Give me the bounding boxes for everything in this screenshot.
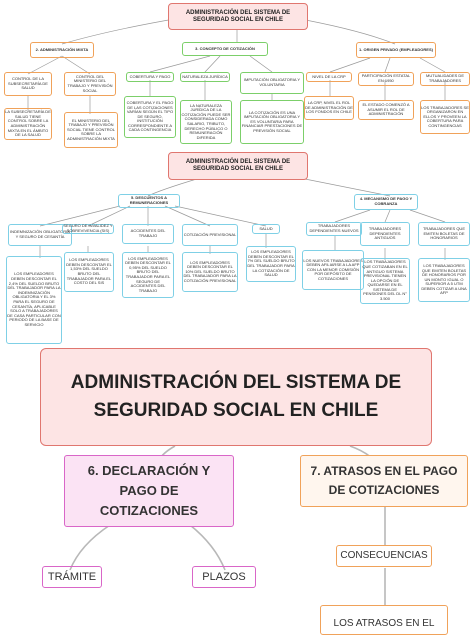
map1-center-item-1: NATURALEZA JURÍDICA xyxy=(180,72,230,82)
map1-center-header: 3. CONCEPTO DE COTIZACIÓN xyxy=(182,42,268,56)
map2-left-item-4: SALUD xyxy=(252,224,280,234)
map2-left-note-4: LOS EMPLEADORES DEBEN DESCONTAR EL 7% DEL SUELDO BRUTO DEL TRABAJADOR PARA LA COTIZACIÓN DE SALUD xyxy=(246,246,296,282)
map1-right-note-1: EL ESTADO COMENZÓ A ASUMIR EL ROL DE ADMINISTRACIÓN xyxy=(358,100,414,120)
map2-right-item-1: TRABAJADORES DEPENDIENTES ANTIGUOS xyxy=(360,222,410,246)
map3-right-item-0: CONSECUENCIAS xyxy=(336,545,432,567)
map2-right-note-1: LOS TRABAJADORES QUE COTIZABAN EN EL ANTIGUO SISTEMA PREVISIONAL TIENEN LA OPCIÓN DE QUEDARSE EN EL SISTEMA DE PENSIONES DEL DL N° 3.500 xyxy=(360,258,410,304)
map1-right-item-2: MUTUALIDADES DE TRABAJADORES xyxy=(420,72,470,86)
map2-left-item-0: INDEMNIZACIÓN OBLIGATORIA Y SEGURO DE CESANTÍA xyxy=(8,224,72,246)
map1-center-note-0: COBERTURA Y EL PAGO DE LAS COTIZACIONES VARÍAN SEGÚN EL TIPO DE SEGURO, INSTITUCIÓN CORRESPONDIENTE A CADA CONTINGENCIA xyxy=(124,96,176,138)
map1-center-note-1: LA NATURALEZA JURÍDICA DE LA COTIZACIÓN PUEDE SER CONSIDERADA COMO SALARIO, TRIBUTO, DERECHO PÚBLICO O REMUNERACIÓN DIFERIDA xyxy=(180,100,232,144)
map1-left-note-1: EL MINISTERIO DEL TRABAJO Y PREVISIÓN SOCIAL TIENE CONTROL SOBRE LA ADMINISTRACIÓN MIXTA xyxy=(64,112,118,148)
map3-right-header: 7. ATRASOS EN EL PAGO DE COTIZACIONES xyxy=(300,455,468,507)
map1-right-item-0: NIVEL DE LA CRP xyxy=(306,72,352,82)
map2-right-note-2: LOS TRABAJADORES QUE EMITEN BOLETAS DE HONORARIOS POR UN MONTO IGUAL O SUPERIOR A 5 UTM DEBEN COTIZAR A UNA AFP xyxy=(418,258,470,302)
map1-center-item-0: COBERTURA Y PAGO xyxy=(126,72,174,82)
map1-title: ADMINISTRACIÓN DEL SISTEMA DE SEGURIDAD SOCIAL EN CHILE xyxy=(168,3,308,30)
map2-left-note-3: LOS EMPLEADORES DEBEN DESCONTAR EL 10% DEL SUELDO BRUTO DEL TRABAJADOR PARA LA COTIZACIÓN PREVISIONAL xyxy=(182,252,238,292)
map1-right-note-2: LOS TRABAJADORES SE ORGANIZARON EN ELLOS Y PROVEEN LA COBERTURA PARA CONTINGENCIAS xyxy=(420,100,470,134)
map2-right-item-0: TRABAJADORES DEPENDIENTES NUEVOS xyxy=(306,222,362,236)
map2-title: ADMINISTRACIÓN DEL SISTEMA DE SEGURIDAD SOCIAL EN CHILE xyxy=(168,152,308,180)
map1-right-header: 1. ORIGEN PRIVADO (EMPLEADORES) xyxy=(356,42,436,58)
map2-left-note-1: LOS EMPLEADORES DEBEN DESCONTAR EL 1,53% DEL SUELDO BRUTO DEL TRABAJADOR PARA EL COSTO DEL SIS xyxy=(64,252,114,292)
map2-left-header: 5. DESCUENTOS A REMUNERACIONES xyxy=(118,194,180,208)
map1-right-item-1: PARTICIPACIÓN ESTATAL EN 1950 xyxy=(358,72,414,86)
map1-left-header: 2. ADMINISTRACIÓN MIXTA xyxy=(30,42,94,58)
map3-left-header: 6. DECLARACIÓN Y PAGO DE COTIZACIONES xyxy=(64,455,234,527)
map2-right-note-0: LOS NUEVOS TRABAJADORES DEBEN AFILIARSE A LA AFP CON LA MENOR COMISIÓN POR DEPÓSITO DE COTIZACIONES xyxy=(302,250,364,290)
map2-right-header: 4. MECANISMO DE PAGO Y COBRANZA xyxy=(354,194,418,210)
map2-right-item-2: TRABAJADORES QUE EMITEN BOLETAS DE HONORARIOS xyxy=(418,222,470,246)
map1-center-item-2: IMPUTACIÓN OBLIGATORIA Y VOLUNTARIA xyxy=(240,72,304,94)
map2-left-note-0: LOS EMPLEADORES DEBEN DESCONTAR EL 2,4% DEL SUELDO BRUTO DEL TRABAJADOR PARA LA INDEMNIZACIÓN OBLIGATORIA Y EL 3% PARA EL SEGURO DE CESANTÍA, APLICABLE SOLO A TRABAJADORES DE CASA PARTICULAR CON PERIODO DE LA BASE DE SERVICIO xyxy=(6,256,62,344)
map1-left-item-1: CONTROL DEL MINISTERIO DEL TRABAJO Y PREVISIÓN SOCIAL xyxy=(64,72,116,96)
map2-left-item-2: ACCIDENTES DEL TRABAJO xyxy=(122,224,174,244)
map3-right-note: LOS ATRASOS EN EL xyxy=(320,605,448,635)
map3-title: ADMINISTRACIÓN DEL SISTEMA DE SEGURIDAD SOCIAL EN CHILE xyxy=(40,348,432,446)
map1-right-note-0: LA CRP, NIVEL EL ROL DE ADMINISTRACIÓN DE LOS FONDOS EN CHILE xyxy=(304,96,354,120)
map3-left-item-0: TRÁMITE xyxy=(42,566,102,588)
map1-left-item-0: CONTROL DE LA SUBSECRETARÍA DE SALUD xyxy=(4,72,52,96)
map1-center-note-2: LA COTIZACIÓN ES UNA IMPUTACIÓN OBLIGATORIA Y ES VOLUNTARIA PARA FINANCIAR PRESTACIONES DE PREVISIÓN SOCIAL xyxy=(240,100,304,144)
map1-left-note-0: LA SUBSECRETARÍA DE SALUD TIENE CONTROL SOBRE LA ADMINISTRACIÓN MIXTA EN EL ÁMBITO DE LA SALUD xyxy=(4,108,52,140)
map3-left-item-1: PLAZOS xyxy=(192,566,256,588)
map2-left-note-2: LOS EMPLEADORES DEBEN DESCONTAR EL 0,95% DEL SUELDO BRUTO DEL TRABAJADOR PARA EL SEGURO DE ACCIDENTES DEL TRABAJO xyxy=(122,252,174,298)
map2-left-item-3: COTIZACIÓN PREVISIONAL xyxy=(182,224,238,246)
map2-left-item-1: SEGURO DE INVALIDEZ Y SOBREVIVENCIA (SIS) xyxy=(63,223,113,233)
